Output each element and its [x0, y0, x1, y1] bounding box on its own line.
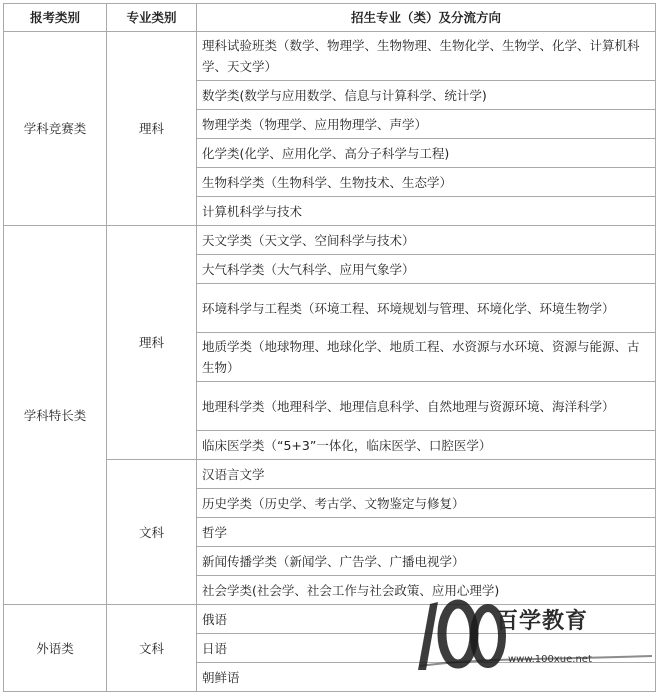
- direction-cell: 历史学类（历史学、考古学、文物鉴定与修复）: [197, 489, 656, 518]
- watermark: [416, 596, 656, 674]
- major-cell: 文科: [107, 605, 197, 692]
- major-cell: 理科: [107, 32, 197, 226]
- header-major-category: 专业类别: [107, 4, 197, 32]
- direction-cell: 地理科学类（地理科学、地理信息科学、自然地理与资源环境、海洋科学）: [197, 382, 656, 431]
- direction-cell: 新闻传播学类（新闻学、广告学、广播电视学）: [197, 547, 656, 576]
- major-cell: 理科: [107, 226, 197, 460]
- category-cell: 学科特长类: [4, 226, 107, 605]
- category-cell: 学科竞赛类: [4, 32, 107, 226]
- direction-cell: 数学类(数学与应用数学、信息与计算科学、统计学): [197, 81, 656, 110]
- admissions-table: [3, 3, 656, 692]
- direction-cell: 汉语言文学: [197, 460, 656, 489]
- direction-cell: 日语: [197, 634, 656, 663]
- direction-cell: 天文学类（天文学、空间科学与技术）: [197, 226, 656, 255]
- direction-cell: 物理学类（物理学、应用物理学、声学）: [197, 110, 656, 139]
- direction-cell: 社会学类(社会学、社会工作与社会政策、应用心理学): [197, 576, 656, 605]
- direction-cell: 朝鲜语: [197, 663, 656, 692]
- header-enrollment-directions: 招生专业（类）及分流方向: [197, 4, 656, 32]
- direction-cell: 理科试验班类（数学、物理学、生物物理、生物化学、生物学、化学、计算机科学、天文学）: [197, 32, 656, 81]
- header-application-category: 报考类别: [4, 4, 107, 32]
- table-row: [4, 226, 656, 255]
- direction-cell: 环境科学与工程类（环境工程、环境规划与管理、环境化学、环境生物学）: [197, 284, 656, 333]
- direction-cell: 俄语: [197, 605, 656, 634]
- table-row: [4, 32, 656, 81]
- watermark-brand: 百学教育: [496, 608, 589, 634]
- major-cell: 文科: [107, 460, 197, 605]
- direction-cell: 计算机科学与技术: [197, 197, 656, 226]
- category-cell: 外语类: [4, 605, 107, 692]
- direction-cell: 临床医学类（“5+3”一体化，临床医学、口腔医学）: [197, 431, 656, 460]
- direction-cell: 地质学类（地球物理、地球化学、地质工程、水资源与水环境、资源与能源、古生物）: [197, 333, 656, 382]
- direction-cell: 哲学: [197, 518, 656, 547]
- direction-cell: 化学类(化学、应用化学、高分子科学与工程): [197, 139, 656, 168]
- direction-cell: 大气科学类（大气科学、应用气象学）: [197, 255, 656, 284]
- watermark-url: www.100xue.net: [508, 654, 592, 665]
- table-header-row: [4, 4, 656, 32]
- direction-cell: 生物科学类（生物科学、生物技术、生态学）: [197, 168, 656, 197]
